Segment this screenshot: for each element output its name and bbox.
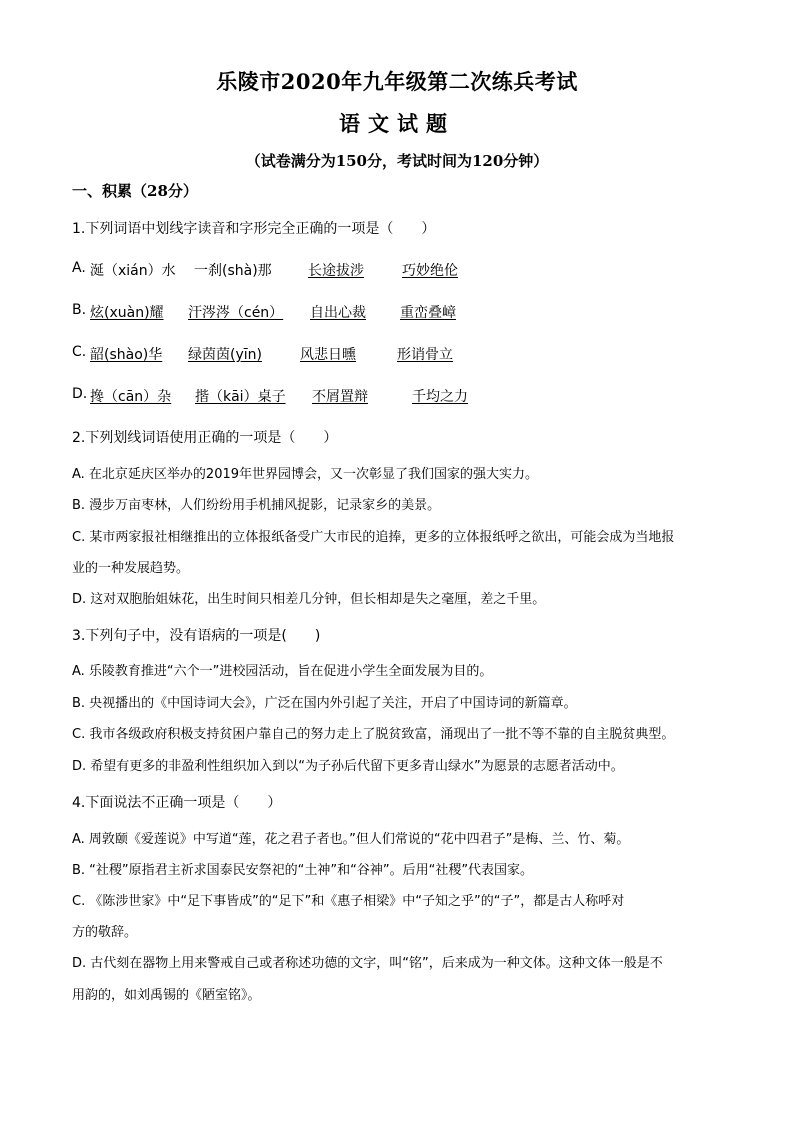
option-item: 绿茵茵(yīn) — [188, 347, 262, 363]
exam-note: （试卷满分为150分，考试时间为120分钟） — [245, 152, 549, 170]
question-4-option-b: B. “社稷”原指君主祈求国泰民安祭祀的“土神”和“谷神”。后用“社稷”代表国家。 — [72, 863, 534, 878]
option-item: 重峦叠嶂 — [400, 305, 456, 321]
option-item: 炫(xuàn)耀 — [90, 305, 164, 321]
option-item: 长途拔涉 — [308, 263, 364, 279]
question-3-option-a: A. 乐陵教育推进“六个一”进校园活动，旨在促进小学生全面发展为目的。 — [72, 664, 493, 679]
question-4-option-c: C. 《陈涉世家》中“足下事皆成”的“足下”和《惠子相梁》中“子知之乎”的“子”，都是古人称呼对 — [72, 894, 625, 909]
question-3-option-c: C. 我市各级政府积极支持贫困户靠自己的努力走上了脱贫致富，涌现出了一批不等不靠的自主脱贫典型。 — [72, 727, 675, 742]
option-item: 一刹(shà)那 — [194, 263, 272, 279]
question-2-stem: 2.下列划线词语使用正确的一项是（ ） — [72, 430, 338, 446]
option-item: 搀（cān）杂 — [90, 389, 172, 405]
option-item: 不屑置辩 — [312, 389, 368, 405]
option-item: 揩（kāi）桌子 — [195, 389, 286, 405]
option-label: A. — [72, 260, 86, 276]
question-2-option-d: D. 这对双胞胎姐妹花，出生时间只相差几分钟，但长相却是失之毫厘，差之千里。 — [72, 592, 546, 607]
option-item: 形诮骨立 — [397, 347, 453, 363]
question-1-option-b — [72, 302, 722, 322]
question-1-option-a — [72, 260, 722, 280]
section-heading: 一、积累（28分） — [72, 182, 198, 200]
question-3-stem: 3.下列句子中，没有语病的一项是( ) — [72, 628, 321, 644]
option-label: B. — [72, 302, 87, 318]
question-2-option-c-cont: 业的一种发展趋势。 — [72, 561, 190, 576]
question-4-stem: 4.下面说法不正确一项是（ ） — [72, 795, 282, 811]
question-4-option-c-cont: 方的敬辞。 — [72, 925, 138, 940]
question-2-option-a: A. 在北京延庆区举办的2019年世界园博会，又一次彰显了我们国家的强大实力。 — [72, 467, 539, 482]
question-2-option-c: C. 某市两家报社相继推出的立体报纸备受广大市民的追捧，更多的立体报纸呼之欲出，可能会成为当地报 — [72, 530, 675, 545]
option-item: 风悲日曛 — [300, 347, 356, 363]
question-4-option-d-cont: 用韵的，如刘禹锡的《陋室铭》。 — [72, 988, 261, 1003]
option-item: 自出心裁 — [310, 305, 366, 321]
option-item: 涎（xián）水 — [90, 263, 176, 279]
option-item: 千均之力 — [412, 389, 468, 405]
option-item: 巧妙绝伦 — [402, 263, 458, 279]
question-4-option-d: D. 古代刻在器物上用来警戒自己或者称述功德的文字，叫“铭”，后来成为一种文体。这种文体一般是不 — [72, 956, 663, 971]
option-label: D. — [72, 386, 88, 402]
question-1-option-c — [72, 344, 722, 364]
exam-title: 乐陵市2020年九年级第二次练兵考试 — [216, 69, 578, 94]
option-item: 韶(shào)华 — [90, 347, 163, 363]
exam-subject: 语文试题 — [339, 111, 455, 136]
question-1-stem: 1.下列词语中划线字读音和字形完全正确的一项是（ ） — [72, 221, 436, 237]
question-3-option-d: D. 希望有更多的非盈利性组织加入到以“为子孙后代留下更多青山绿水”为愿景的志愿者活动中。 — [72, 759, 624, 774]
question-3-option-b: B. 央视播出的《中国诗词大会》，广泛在国内外引起了关注，开启了中国诗词的新篇章。 — [72, 696, 577, 711]
option-item: 汗涔涔（cén） — [188, 305, 284, 321]
question-4-option-a: A. 周敦颐《爱莲说》中写道“莲，花之君子者也。”但人们常说的“花中四君子”是梅、兰、竹、菊。 — [72, 832, 630, 847]
question-2-option-b: B. 漫步万亩枣林，人们纷纷用手机捕风捉影，记录家乡的美景。 — [72, 498, 441, 513]
option-label: C. — [72, 344, 87, 360]
question-1-option-d — [72, 386, 722, 406]
